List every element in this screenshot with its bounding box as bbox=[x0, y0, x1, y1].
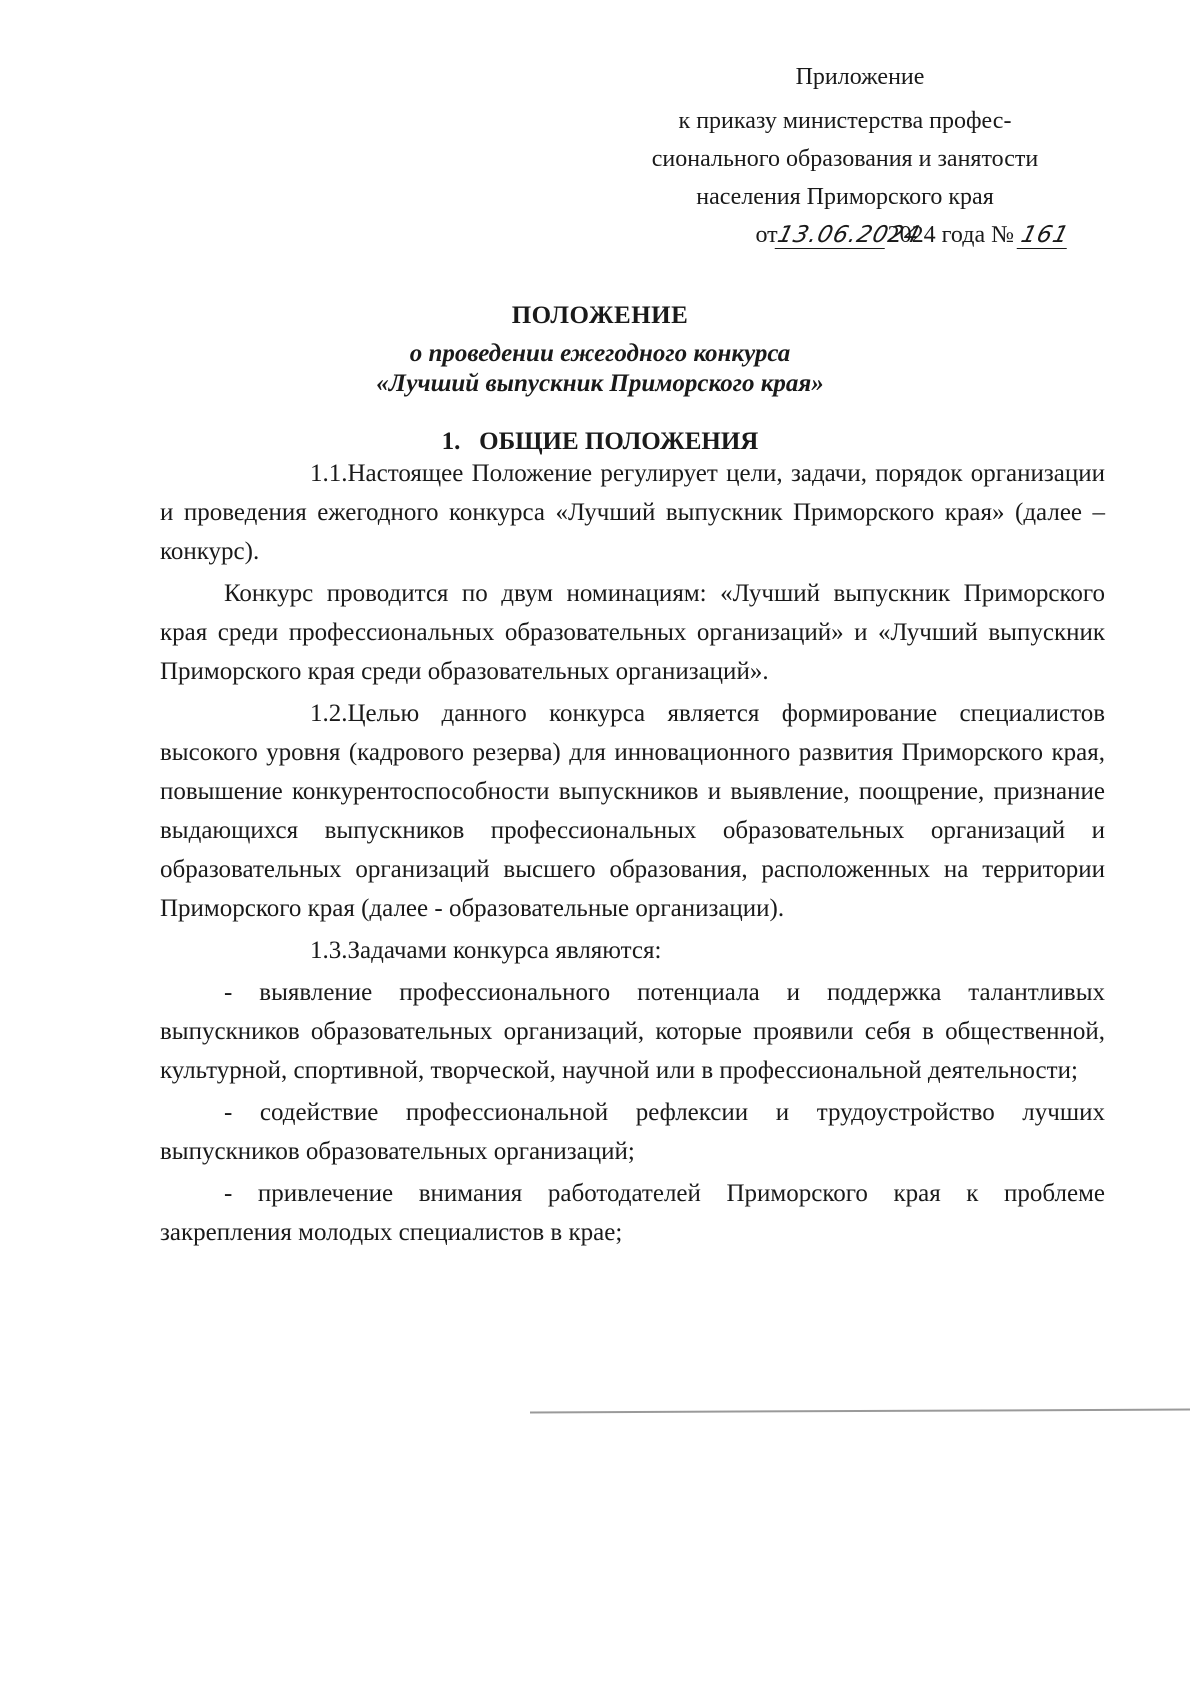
paragraph-1-2 bbox=[160, 694, 1105, 928]
paragraph-nominations: Конкурс проводится по двум номинациям: «Лучший выпускник Приморского края среди профессиональных образовательных организаций» и «Лучший выпускник Приморского края среди образовательных организаций». bbox=[160, 580, 1105, 685]
handwritten-order-number: 161 bbox=[1018, 222, 1072, 248]
section-title: 1. ОБЩИЕ ПОЛОЖЕНИЯ bbox=[441, 428, 759, 455]
clause-number: 1.3. bbox=[310, 937, 348, 964]
appendix-line-2: сионального образования и занятости bbox=[651, 146, 1039, 172]
appendix-line-3: населения Приморского края bbox=[696, 184, 994, 210]
clause-number: 1.1. bbox=[310, 460, 348, 487]
handwritten-date: 13.06.2024 bbox=[774, 222, 923, 248]
date-prefix: от bbox=[755, 222, 778, 248]
list-item: - привлечение внимания работодателей Приморского края к проблеме закрепления молодых специалистов в крае; bbox=[160, 1180, 1105, 1246]
clause-text: Целью данного конкурса является формирование специалистов высокого уровня (кадрового резерва) для инновационного развития Приморского края, повышение конкурентоспособности выпускников и выявление, поощрение, признание выдающихся выпускников профессиональных образовательных организаций и образовательных организаций высшего образования, расположенных на территории Приморского края (далее - образовательные организации). bbox=[160, 700, 1105, 922]
paragraph-1-3 bbox=[160, 931, 1105, 970]
appendix-title: Приложение bbox=[795, 64, 925, 90]
list-item: - выявление профессионального потенциала и поддержка талантливых выпускников образовательных организаций, которые проявили себя в общественной, культурной, спортивной, творческой, научной или в профессиональной деятельности; bbox=[160, 979, 1105, 1084]
page-bottom-rule bbox=[530, 1409, 1190, 1414]
clause-number: 1.2. bbox=[310, 700, 348, 727]
clause-text: Настоящее Положение регулирует цели, задачи, порядок организации и проведения ежегодного конкурса «Лучший выпускник Приморского края» (далее – конкурс). bbox=[160, 460, 1105, 565]
document-subtitle-1: о проведении ежегодного конкурса bbox=[409, 340, 791, 367]
order-date-line bbox=[610, 216, 1080, 254]
list-item: - содействие профессиональной рефлексии и трудоустройство лучших выпускников образовательных организаций; bbox=[160, 1099, 1105, 1165]
document-subtitle-2: «Лучший выпускник Приморского края» bbox=[376, 370, 824, 397]
paragraph-1-1 bbox=[160, 454, 1105, 571]
appendix-line-1: к приказу министерства профес- bbox=[678, 108, 1012, 134]
clause-text: Задачами конкурса являются: bbox=[347, 937, 662, 964]
date-suffix: 2024 года № bbox=[887, 222, 1014, 248]
document-title: ПОЛОЖЕНИЕ bbox=[511, 302, 689, 329]
document-body bbox=[160, 454, 1105, 1255]
appendix-reference bbox=[610, 102, 1080, 254]
